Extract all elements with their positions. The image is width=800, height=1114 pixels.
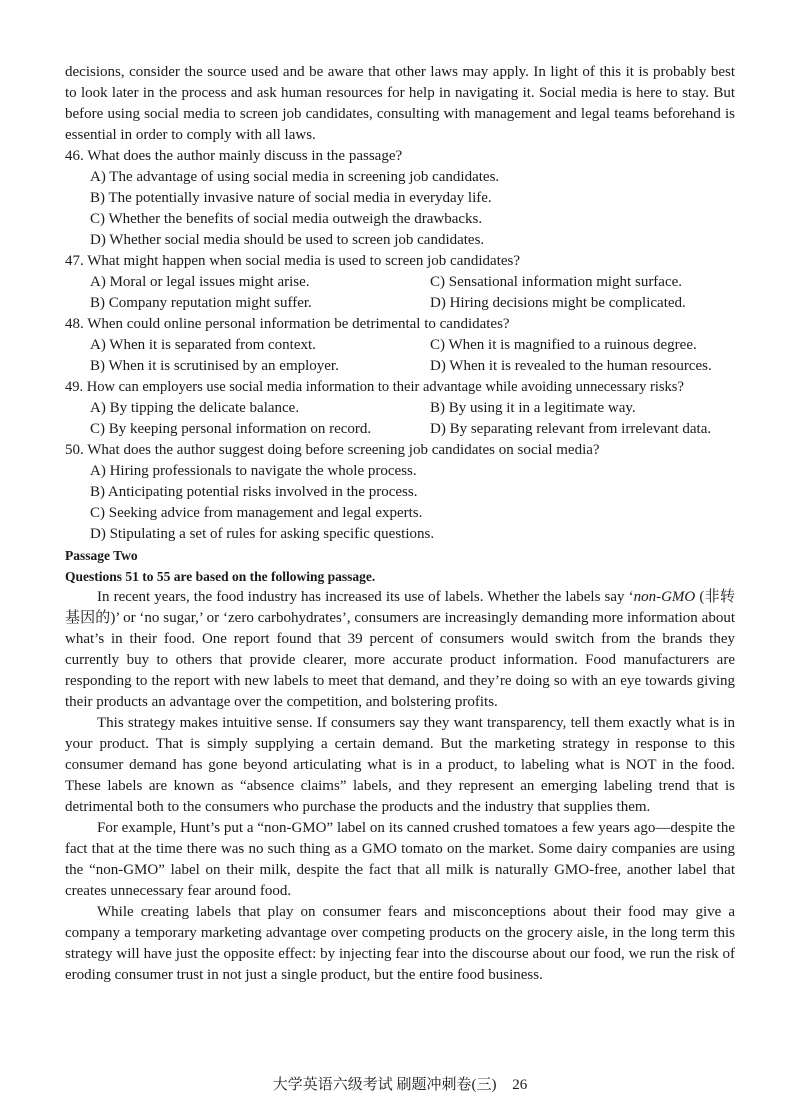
question-50 bbox=[65, 440, 735, 545]
passage-paragraph-1 bbox=[65, 587, 735, 713]
option-a: A) Hiring professionals to navigate the whole process. bbox=[90, 463, 417, 479]
option-c: C) Sensational information might surface. bbox=[430, 274, 683, 290]
page-content bbox=[65, 62, 735, 986]
option-d: D) Stipulating a set of rules for asking specific questions. bbox=[90, 526, 435, 542]
passage-title: Passage Two bbox=[65, 548, 138, 563]
option-b: B) Company reputation might suffer. bbox=[90, 295, 312, 311]
option-d: D) By separating relevant from irrelevant data. bbox=[430, 421, 712, 437]
question-stem: 48. When could online personal information be detrimental to candidates? bbox=[65, 316, 510, 332]
passage-paragraph-3: For example, Hunt’s put a “non-GMO” label on its canned crushed tomatoes a few years ago—despite the fact that at the time there was no such thing as a GMO tomato on the market. Some dairy companies are using the “non-GMO” label on their milk, despite the fact that all milk is naturally GMO-free, another label that creates unnecessary fear around food. bbox=[65, 820, 735, 899]
option-d: D) Whether social media should be used to screen job candidates. bbox=[90, 232, 485, 248]
option-c: C) By keeping personal information on record. bbox=[90, 421, 372, 437]
page-number: 26 bbox=[512, 1077, 528, 1093]
option-c: C) Seeking advice from management and legal experts. bbox=[90, 505, 423, 521]
question-stem: 47. What might happen when social media is used to screen job candidates? bbox=[65, 253, 521, 269]
question-stem: 49. How can employers use social media information to their advantage while avoiding unnecessary risks? bbox=[65, 379, 684, 395]
p1-start: In recent years, the food industry has increased its use of labels. Whether the labels say ‘ bbox=[97, 589, 634, 605]
option-a: A) Moral or legal issues might arise. bbox=[90, 274, 310, 290]
option-c: C) Whether the benefits of social media outweigh the drawbacks. bbox=[90, 211, 483, 227]
option-a: A) When it is separated from context. bbox=[90, 337, 316, 353]
option-b: B) When it is scrutinised by an employer. bbox=[90, 358, 339, 374]
option-b: B) By using it in a legitimate way. bbox=[430, 400, 636, 416]
passage-instruction: Questions 51 to 55 are based on the following passage. bbox=[65, 569, 376, 584]
p1-rest: (非转基因的)’ or ‘no sugar,’ or ‘zero carbohydrates’, consumers are increasingly demanding more information about what’s in their food. One report found that 39 percent of consumers would switch from the brands they currently buy to others that provide clearer, more accurate product information. Food manufacturers are responding to the report with new labels to meet that demand, and they’re doing so with an eye towards giving their products an advantage over the competition, and bolstering profits. bbox=[65, 589, 736, 710]
option-c: C) When it is magnified to a ruinous degree. bbox=[430, 337, 697, 353]
page-footer bbox=[0, 1073, 800, 1094]
question-46 bbox=[65, 146, 735, 251]
question-stem: 50. What does the author suggest doing before screening job candidates on social media? bbox=[65, 442, 600, 458]
option-b: B) Anticipating potential risks involved in the process. bbox=[90, 484, 418, 500]
intro-paragraph: decisions, consider the source used and be aware that other laws may apply. In light of this it is probably best to look later in the process and ask human resources for help in navigating it. Social media is here to stay. But before using social media to screen job candidates, consulting with management and legal teams beforehand is essential in order to comply with all laws. bbox=[65, 64, 735, 143]
question-stem: 46. What does the author mainly discuss in the passage? bbox=[65, 148, 403, 164]
passage-paragraph-4: While creating labels that play on consumer fears and misconceptions about their food may give a company a temporary marketing advantage over competing products on the grocery aisle, in the long term this strategy will have just the opposite effect: by injecting fear into the discourse about our food, we run the risk of eroding consumer trust in not just a single product, but the entire food business. bbox=[65, 904, 735, 983]
footer-title: 大学英语六级考试 刷题冲刺卷(三) bbox=[272, 1077, 497, 1093]
question-49 bbox=[65, 377, 735, 440]
option-b: B) The potentially invasive nature of social media in everyday life. bbox=[90, 190, 492, 206]
passage-paragraph-2: This strategy makes intuitive sense. If consumers say they want transparency, tell them exactly what is in your product. That is simply supplying a certain demand. But the marketing strategy in response to this consumer demand has gone beyond articulating what is in a product, to labeling what is NOT in the food. These labels are known as “absence claims” labels, and they represent an emerging labeling trend that is detrimental both to the consumers who purchase the products and the industry that supplies them. bbox=[65, 715, 735, 815]
option-a: A) By tipping the delicate balance. bbox=[90, 400, 300, 416]
option-d: D) Hiring decisions might be complicated. bbox=[430, 295, 686, 311]
question-48 bbox=[65, 314, 735, 377]
option-d: D) When it is revealed to the human resources. bbox=[430, 358, 712, 374]
option-a: A) The advantage of using social media in screening job candidates. bbox=[90, 169, 500, 185]
question-47 bbox=[65, 251, 735, 314]
p1-italic: non-GMO bbox=[633, 589, 696, 605]
